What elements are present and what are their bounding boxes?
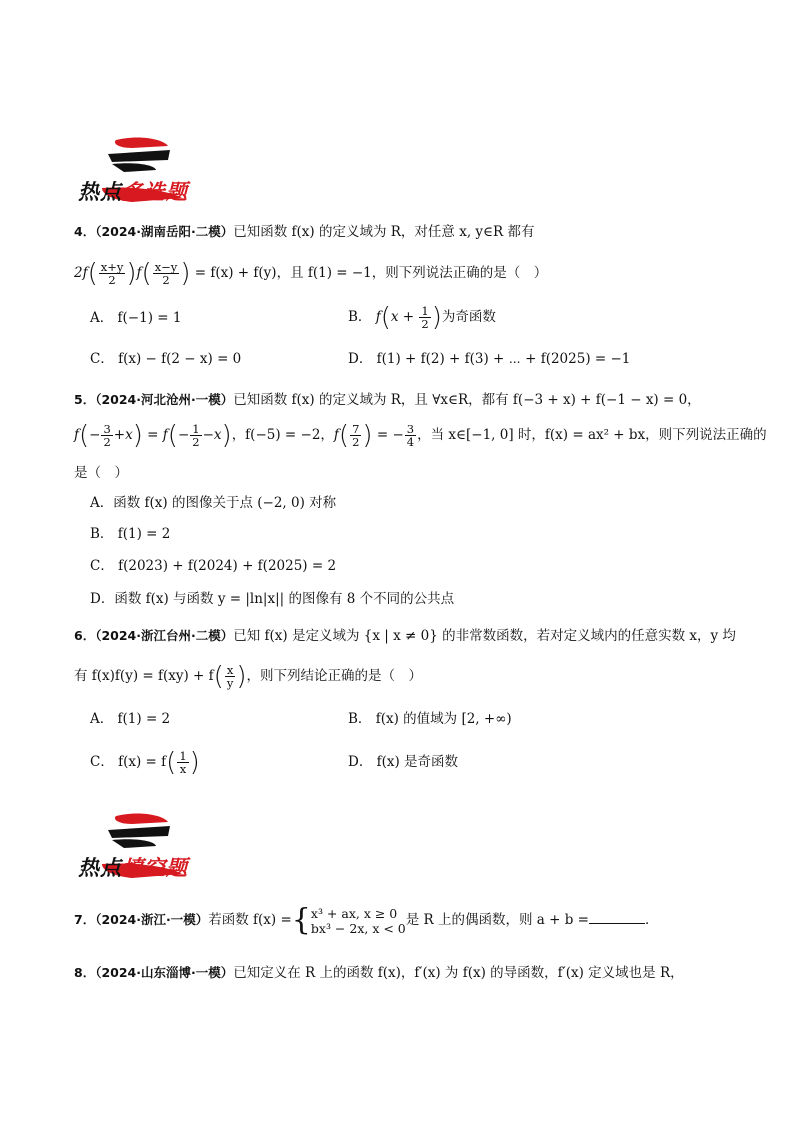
question-8-source: 8．（2024·山东淄博·一模） bbox=[74, 965, 234, 980]
question-4-line-2: 2f( $\frac{x+y}{2}$ )f( $\frac{x-y}{2}$ ) = f(x) + f(y)，且 f(1) = −1，则下列说法正确的是（ ） bbox=[74, 258, 548, 289]
q4-option-a[interactable]: A． f(−1) = 1 bbox=[90, 310, 182, 326]
question-6-stem-tail: ，则下列结论正确的是（ ） bbox=[246, 668, 422, 684]
q4-option-b-label: B． bbox=[348, 309, 372, 325]
q4-option-b-text: 为奇函数 bbox=[441, 309, 496, 325]
question-7-stem-end: ． bbox=[644, 912, 659, 928]
q4-option-b[interactable]: B． f(x + $\frac{1}{2}$ )为奇函数 bbox=[348, 302, 496, 333]
section-banner-multiple-choice bbox=[72, 136, 212, 216]
q7-piecewise bbox=[311, 906, 406, 936]
question-5-source: 5．（2024·河北沧州·一模） bbox=[74, 392, 234, 407]
question-7-stem-head: 若函数 f(x) = bbox=[208, 912, 292, 928]
q4-frac-half: $\frac{1}{2}$ bbox=[421, 304, 429, 331]
question-5-line-2: f(− $\frac{3}{2}$ +x) = f(− $\frac{1}{2}$ −x)，f(−5) = −2，f( $\frac{7}{2}$ ) = − $\frac{3}{4}$ ，当 x∈[−1, 0] 时，f(x) = ax² + bx，则下列说法正确的 bbox=[74, 420, 767, 451]
question-8-line-1 bbox=[74, 963, 684, 983]
question-7-source: 7．（2024·浙江·一模） bbox=[74, 912, 209, 927]
question-5-stem-mid: ，f(−5) = −2， bbox=[231, 427, 334, 443]
q4-coef: 2f bbox=[74, 265, 88, 281]
banner-highlight: 填空题 bbox=[122, 856, 188, 880]
banner-title bbox=[78, 852, 188, 882]
question-4-stem-line1: 已知函数 f(x) 的定义域为 R，对任意 x, y∈R 都有 bbox=[233, 224, 535, 240]
question-4-stem-line2: = f(x) + f(y)，且 f(1) = −1，则下列说法正确的是（ ） bbox=[194, 265, 548, 281]
q5-option-b[interactable]: B． f(1) = 2 bbox=[90, 526, 171, 542]
question-6-line-2: 有 f(x)f(y) = f(xy) + f( $\frac{x}{y}$ )，则下列结论正确的是（ ） bbox=[74, 661, 422, 692]
q4-frac-diff: $\frac{x-y}{2}$ bbox=[154, 260, 178, 287]
q4-option-c[interactable]: C． f(x) − f(2 − x) = 0 bbox=[90, 351, 242, 367]
question-4-line-1 bbox=[74, 222, 535, 242]
q5-option-d[interactable]: D．函数 f(x) 与函数 y = |ln|x|| 的图像有 8 个不同的公共点 bbox=[90, 591, 455, 607]
question-6-stem-line1: 已知 f(x) 是定义域为 {x | x ≠ 0} 的非常数函数，若对定义域内的任意实数 x，y 均 bbox=[233, 628, 736, 644]
q4-option-d[interactable]: D． f(1) + f(2) + f(3) + ⋯ + f(2025) = −1 bbox=[348, 351, 631, 367]
q6-option-a[interactable]: A． f(1) = 2 bbox=[90, 711, 171, 727]
question-4-source: 4．（2024·湖南岳阳·二模） bbox=[74, 224, 234, 239]
q6-option-c-text: C． f(x) = f bbox=[90, 754, 167, 770]
question-6-line-1 bbox=[74, 626, 736, 646]
question-7-stem-tail: 是 R 上的偶函数，则 a + b = bbox=[405, 912, 589, 928]
q6-option-c[interactable]: C． f(x) = f( $\frac{1}{x}$ ) bbox=[90, 747, 200, 778]
q6-option-b[interactable]: B． f(x) 的值域为 [2, +∞) bbox=[348, 711, 512, 727]
banner-prefix: 热点 bbox=[78, 180, 122, 204]
q5-option-c[interactable]: C． f(2023) + f(2024) + f(2025) = 2 bbox=[90, 558, 337, 574]
banner-prefix: 热点 bbox=[78, 856, 122, 880]
question-6-stem-head: 有 f(x)f(y) = f(xy) + f bbox=[74, 668, 214, 684]
q7-answer-blank[interactable] bbox=[589, 911, 645, 924]
question-8-stem-line1: 已知定义在 R 上的函数 f(x)，f′(x) 为 f(x) 的导函数，f′(x) 定义域也是 R， bbox=[233, 965, 684, 981]
q5-option-a[interactable]: A．函数 f(x) 的图像关于点 (−2, 0) 对称 bbox=[90, 495, 337, 511]
q6-option-d[interactable]: D． f(x) 是奇函数 bbox=[348, 754, 459, 770]
q4-frac-sum: $\frac{x+y}{2}$ bbox=[100, 260, 124, 287]
question-7: 7．（2024·浙江·一模）若函数 f(x) ={ x³ + ax, x ≥ 0 bx³ − 2x, x < 0 是 R 上的偶函数，则 a + b = ． bbox=[74, 902, 659, 938]
q7-piece-1: x³ + ax, x ≥ 0 bbox=[310, 905, 398, 921]
question-5-stem-line1: 已知函数 f(x) 的定义域为 R，且 ∀x∈R，都有 f(−3 + x) + f(−1 − x) = 0， bbox=[233, 392, 701, 408]
section-banner-fill-blank bbox=[72, 812, 212, 892]
banner-title bbox=[78, 176, 188, 206]
q7-piece-2: bx³ − 2x, x < 0 bbox=[310, 920, 406, 936]
question-5-stem-tail: ，当 x∈[−1, 0] 时，f(x) = ax² + bx，则下列说法正确的 bbox=[417, 427, 767, 443]
question-5-line-1 bbox=[74, 390, 701, 410]
question-5-line-3: 是（ ） bbox=[74, 465, 128, 481]
question-6-source: 6．（2024·浙江台州·二模） bbox=[74, 628, 234, 643]
banner-highlight: 多选题 bbox=[122, 180, 188, 204]
